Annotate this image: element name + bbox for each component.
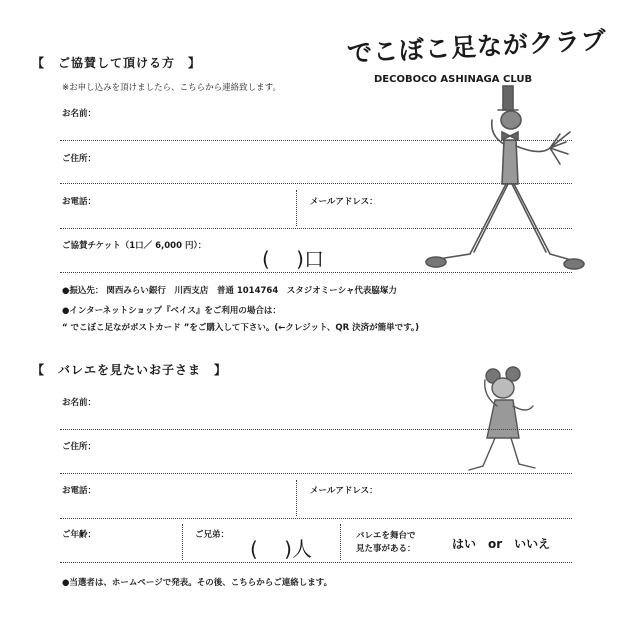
- child-address-label: ご住所：: [62, 442, 97, 452]
- section2-title: 【 バレエを見たいお子さま 】: [32, 363, 228, 377]
- siblings-label: ご兄弟：: [195, 530, 230, 540]
- sponsor-phone-divider: [296, 190, 297, 226]
- walking-man-illustration: [410, 84, 610, 284]
- siblings-divider: [340, 524, 341, 560]
- child-phone-label: お電話：: [62, 486, 97, 496]
- experience-label-1: バレエを舞台で: [356, 531, 416, 541]
- child-phone-email-field[interactable]: [60, 518, 572, 519]
- ticket-count-entry[interactable]: ( )口: [262, 247, 324, 271]
- sponsor-email-label: メールアドレス：: [310, 197, 378, 207]
- child-email-label: メールアドレス：: [310, 486, 378, 496]
- child-name-label: お名前：: [62, 398, 97, 408]
- girl-illustration: [455, 366, 565, 476]
- child-age-label: ご年齢：: [62, 530, 97, 540]
- child-phone-divider: [296, 480, 297, 516]
- bank-info: ●振込先： 関西みらい銀行 川西支店 普通 1014764 スタジオミーシャ代表脇塚力: [62, 286, 397, 296]
- brand-subtitle: DECOBOCO ASHINAGA CLUB: [374, 74, 533, 85]
- shop-info: ●インターネットショップ『ベイス』をご利用の場合は：: [62, 306, 281, 316]
- sponsor-name-field[interactable]: [60, 140, 572, 141]
- child-name-field[interactable]: [60, 429, 572, 430]
- ticket-label: ご協賛チケット（1口／ 6,000 円）：: [62, 241, 207, 251]
- child-age-field[interactable]: [60, 562, 572, 563]
- sponsor-phone-email-field[interactable]: [60, 228, 572, 229]
- sponsor-name-label: お名前：: [62, 109, 97, 119]
- sponsor-address-label: ご住所：: [62, 154, 97, 164]
- experience-label-2: 見た事がある：: [356, 544, 416, 554]
- siblings-count-entry[interactable]: ( )人: [250, 537, 312, 561]
- section1-title: 【 ご協賛して頂ける方 】: [32, 56, 202, 70]
- sponsor-phone-label: お電話：: [62, 197, 97, 207]
- ticket-field[interactable]: [60, 272, 572, 273]
- child-address-field[interactable]: [60, 473, 572, 474]
- shop-detail: “ でこぼこ足ながポストカード ”をご購入して下さい。(←クレジット、QR 決済が簡単です。): [62, 323, 420, 333]
- footer-note: ●当選者は、ホームページで発表。その後、こちらからご連絡します。: [62, 578, 333, 588]
- section1-note: ※お申し込みを頂けましたら、こちらから連絡致します。: [62, 83, 281, 93]
- sponsor-address-field[interactable]: [60, 183, 572, 184]
- experience-options[interactable]: はい or いいえ: [452, 537, 551, 551]
- brand-title: でこぼこ足ながクラブ: [346, 25, 608, 69]
- age-divider: [182, 524, 183, 560]
